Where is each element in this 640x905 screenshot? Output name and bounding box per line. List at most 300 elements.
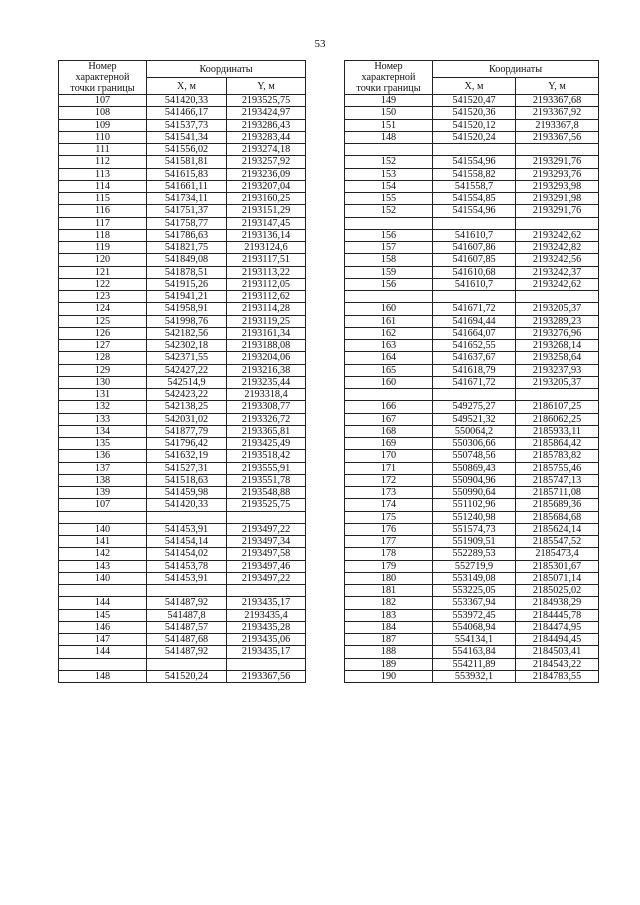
point-number-cell: 149 [345,95,433,107]
y-coordinate-cell: 2193257,92 [227,156,306,168]
y-coordinate-cell: 2193497,34 [227,536,306,548]
x-coordinate-cell: 552719,9 [433,560,516,572]
y-coordinate-cell: 2193216,38 [227,364,306,376]
table-row [345,327,599,339]
table-row [59,560,306,572]
y-coordinate-cell: 2193367,8 [516,119,599,131]
y-coordinate-cell: 2193114,28 [227,303,306,315]
point-number-cell: 162 [345,327,433,339]
point-number-cell: 135 [59,438,147,450]
x-coordinate-cell: 549521,32 [433,413,516,425]
y-coordinate-cell: 2193283,44 [227,131,306,143]
point-number-cell: 108 [59,107,147,119]
table-row [59,156,306,168]
point-number-cell: 170 [345,450,433,462]
y-coordinate-cell: 2193151,29 [227,205,306,217]
point-number-cell: 154 [345,180,433,192]
point-number-header: Номер характерной точки границы [345,61,433,95]
y-coordinate-cell: 2184474,95 [516,621,599,633]
x-coordinate-cell: 550904,96 [433,474,516,486]
table-row [345,548,599,560]
y-coordinate-cell: 2193242,62 [516,229,599,241]
point-number-cell: 107 [59,499,147,511]
point-number-cell: 152 [345,205,433,217]
point-number-cell: 187 [345,634,433,646]
y-coordinate-cell: 2193367,92 [516,107,599,119]
x-coordinate-cell: 542423,22 [147,389,227,401]
y-coordinate-cell: 2193365,81 [227,425,306,437]
table-row [345,156,599,168]
point-number-cell: 122 [59,278,147,290]
table-row [59,217,306,229]
point-number-cell: 156 [345,229,433,241]
point-number-cell: 167 [345,413,433,425]
table-row [345,242,599,254]
y-coordinate-cell: 2193308,77 [227,401,306,413]
y-coordinate-cell [516,291,599,303]
y-coordinate-cell: 2193268,14 [516,340,599,352]
y-coordinate-cell: 2184445,78 [516,609,599,621]
y-coordinate-cell: 2186107,25 [516,401,599,413]
table-row [345,340,599,352]
y-header: Y, м [516,78,599,95]
table-row [59,193,306,205]
point-number-cell: 148 [345,131,433,143]
point-number-cell: 129 [59,364,147,376]
x-coordinate-cell: 541541,34 [147,131,227,143]
point-number-cell: 179 [345,560,433,572]
y-coordinate-cell: 2184494,45 [516,634,599,646]
y-coordinate-cell [516,144,599,156]
x-coordinate-cell: 541607,86 [433,242,516,254]
point-number-cell: 153 [345,168,433,180]
y-coordinate-cell: 2193207,04 [227,180,306,192]
table-row [59,670,306,682]
y-header: Y, м [227,78,306,95]
x-coordinate-cell: 541941,21 [147,291,227,303]
x-coordinate-cell: 551102,96 [433,499,516,511]
table-row [59,95,306,107]
table-row [345,205,599,217]
x-coordinate-cell: 542138,25 [147,401,227,413]
table-row [345,107,599,119]
table-row [59,340,306,352]
coordinates-header: Координаты [147,61,306,78]
x-coordinate-cell: 541632,19 [147,450,227,462]
table-row [345,658,599,670]
x-coordinate-cell: 541915,26 [147,278,227,290]
point-number-cell: 109 [59,119,147,131]
y-coordinate-cell: 2193242,82 [516,242,599,254]
point-number-cell: 134 [59,425,147,437]
point-number-cell: 141 [59,536,147,548]
x-coordinate-cell: 541958,91 [147,303,227,315]
x-coordinate-cell: 541786,63 [147,229,227,241]
point-number-cell: 181 [345,585,433,597]
point-number-cell: 133 [59,413,147,425]
table-row [59,119,306,131]
y-coordinate-cell: 2193518,42 [227,450,306,462]
x-coordinate-cell: 541581,81 [147,156,227,168]
x-coordinate-cell: 541520,47 [433,95,516,107]
table-row [59,646,306,658]
table-row [59,107,306,119]
x-coordinate-cell: 541610,7 [433,229,516,241]
x-coordinate-cell: 541554,96 [433,205,516,217]
table-row [59,609,306,621]
point-number-cell: 126 [59,327,147,339]
y-coordinate-cell: 2185624,14 [516,523,599,535]
y-coordinate-cell: 2193435,17 [227,597,306,609]
x-coordinate-cell: 541758,77 [147,217,227,229]
x-coordinate-cell: 541652,55 [433,340,516,352]
point-number-cell: 115 [59,193,147,205]
x-coordinate-cell: 541849,08 [147,254,227,266]
y-coordinate-cell: 2193242,62 [516,278,599,290]
x-coordinate-cell: 541610,68 [433,266,516,278]
x-coordinate-cell [433,217,516,229]
table-row [345,536,599,548]
table-row [345,254,599,266]
point-number-cell: 143 [59,560,147,572]
y-coordinate-cell: 2193291,76 [516,205,599,217]
y-coordinate-cell [227,585,306,597]
x-coordinate-cell: 541558,82 [433,168,516,180]
y-coordinate-cell: 2193425,49 [227,438,306,450]
table-row [59,499,306,511]
table-row [59,658,306,670]
y-coordinate-cell: 2193136,14 [227,229,306,241]
table-row [345,315,599,327]
x-coordinate-cell: 541615,83 [147,168,227,180]
x-coordinate-cell: 541618,79 [433,364,516,376]
point-number-cell: 107 [59,95,147,107]
table-row [59,548,306,560]
table-row [59,511,306,523]
y-coordinate-cell: 2193124,6 [227,242,306,254]
table-row [345,180,599,192]
table-row [59,474,306,486]
point-number-cell: 123 [59,291,147,303]
table-row [345,523,599,535]
x-coordinate-cell: 541527,31 [147,462,227,474]
point-number-cell: 130 [59,376,147,388]
table-row [345,266,599,278]
x-coordinate-cell [147,511,227,523]
y-coordinate-cell [516,217,599,229]
y-coordinate-cell: 2193112,05 [227,278,306,290]
table-row [59,303,306,315]
x-coordinate-cell: 541453,91 [147,572,227,584]
table-row [345,670,599,682]
y-coordinate-cell: 2193113,22 [227,266,306,278]
table-row [345,389,599,401]
x-coordinate-cell: 549275,27 [433,401,516,413]
table-row [59,425,306,437]
x-coordinate-cell [433,144,516,156]
y-coordinate-cell: 2185071,14 [516,572,599,584]
point-number-cell: 131 [59,389,147,401]
table-row [59,413,306,425]
x-coordinate-cell: 541459,98 [147,487,227,499]
point-number-cell: 120 [59,254,147,266]
x-coordinate-cell: 541454,14 [147,536,227,548]
x-coordinate-cell [433,291,516,303]
point-number-cell: 142 [59,548,147,560]
x-coordinate-cell: 550990,64 [433,487,516,499]
y-coordinate-cell: 2193112,62 [227,291,306,303]
point-number-cell: 138 [59,474,147,486]
x-coordinate-cell: 550869,43 [433,462,516,474]
table-row [345,634,599,646]
y-coordinate-cell: 2185711,08 [516,487,599,499]
y-coordinate-cell: 2193160,25 [227,193,306,205]
table-row [345,229,599,241]
x-coordinate-cell: 541420,33 [147,499,227,511]
y-coordinate-cell: 2184543,22 [516,658,599,670]
x-coordinate-cell: 541420,33 [147,95,227,107]
point-number-cell: 148 [59,670,147,682]
x-coordinate-cell: 541558,7 [433,180,516,192]
table-row [345,278,599,290]
x-coordinate-cell: 541453,91 [147,523,227,535]
y-coordinate-cell: 2185755,46 [516,462,599,474]
point-number-cell: 140 [59,523,147,535]
x-coordinate-cell: 550748,56 [433,450,516,462]
x-coordinate-cell: 553367,94 [433,597,516,609]
x-coordinate-cell: 542427,22 [147,364,227,376]
point-number-cell [345,217,433,229]
coordinates-header: Координаты [433,61,599,78]
y-coordinate-cell: 2184503,41 [516,646,599,658]
point-number-cell: 160 [345,376,433,388]
y-coordinate-cell: 2193205,37 [516,376,599,388]
x-coordinate-cell: 541537,73 [147,119,227,131]
table-row [59,131,306,143]
y-coordinate-cell: 2193236,09 [227,168,306,180]
coordinates-table-right [344,60,599,683]
point-number-cell: 161 [345,315,433,327]
table-row [59,462,306,474]
point-number-cell [59,585,147,597]
table-row [345,572,599,584]
point-number-cell: 171 [345,462,433,474]
x-coordinate-cell: 542182,56 [147,327,227,339]
point-number-cell: 145 [59,609,147,621]
x-coordinate-cell: 553149,08 [433,572,516,584]
x-coordinate-cell: 541878,51 [147,266,227,278]
y-coordinate-cell: 2185301,67 [516,560,599,572]
point-number-cell: 165 [345,364,433,376]
point-number-cell [59,658,147,670]
y-coordinate-cell: 2193435,28 [227,621,306,633]
point-number-cell: 188 [345,646,433,658]
table-row [59,168,306,180]
point-number-cell: 174 [345,499,433,511]
point-number-cell [59,511,147,523]
x-coordinate-cell: 541520,24 [433,131,516,143]
point-number-cell: 144 [59,597,147,609]
table-row [345,193,599,205]
table-row [59,438,306,450]
table-row [59,144,306,156]
point-number-cell: 150 [345,107,433,119]
table-row [59,487,306,499]
table-row [345,474,599,486]
y-coordinate-cell: 2193497,22 [227,523,306,535]
point-number-cell: 190 [345,670,433,682]
y-coordinate-cell: 2193525,75 [227,499,306,511]
table-row [345,425,599,437]
y-coordinate-cell: 2185747,13 [516,474,599,486]
x-coordinate-cell: 541734,11 [147,193,227,205]
x-header: X, м [433,78,516,95]
y-coordinate-cell: 2193289,23 [516,315,599,327]
point-number-cell: 144 [59,646,147,658]
point-number-cell: 184 [345,621,433,633]
point-number-cell [345,144,433,156]
point-number-header: Номер характерной точки границы [59,61,147,95]
y-coordinate-cell: 2185025,02 [516,585,599,597]
x-coordinate-cell: 541607,85 [433,254,516,266]
y-coordinate-cell: 2193497,58 [227,548,306,560]
point-number-cell: 152 [345,156,433,168]
y-coordinate-cell: 2193555,91 [227,462,306,474]
x-coordinate-cell: 541520,24 [147,670,227,682]
y-coordinate-cell: 2193242,37 [516,266,599,278]
point-number-cell [345,389,433,401]
x-coordinate-cell: 542302,18 [147,340,227,352]
x-coordinate-cell: 541487,57 [147,621,227,633]
table-row [345,597,599,609]
table-row [59,389,306,401]
y-coordinate-cell: 2185684,68 [516,511,599,523]
point-number-cell: 168 [345,425,433,437]
y-coordinate-cell: 2193548,88 [227,487,306,499]
y-coordinate-cell: 2193276,96 [516,327,599,339]
point-number-cell: 189 [345,658,433,670]
y-coordinate-cell: 2185864,42 [516,438,599,450]
point-number-cell: 160 [345,303,433,315]
x-coordinate-cell: 553225,05 [433,585,516,597]
point-number-cell: 111 [59,144,147,156]
x-coordinate-cell [433,389,516,401]
y-coordinate-cell: 2193326,72 [227,413,306,425]
y-coordinate-cell: 2193147,45 [227,217,306,229]
table-row [345,560,599,572]
y-coordinate-cell: 2193367,68 [516,95,599,107]
table-row [59,229,306,241]
x-coordinate-cell: 551240,98 [433,511,516,523]
point-number-cell: 172 [345,474,433,486]
y-coordinate-cell: 2185473,4 [516,548,599,560]
x-coordinate-cell: 541556,02 [147,144,227,156]
y-coordinate-cell: 2193291,76 [516,156,599,168]
x-coordinate-cell: 541487,92 [147,597,227,609]
table-row [59,536,306,548]
x-coordinate-cell: 541671,72 [433,303,516,315]
point-number-cell: 175 [345,511,433,523]
point-number-cell: 156 [345,278,433,290]
table-row [345,621,599,633]
point-number-cell: 169 [345,438,433,450]
x-coordinate-cell: 542514,9 [147,376,227,388]
y-coordinate-cell: 2193318,4 [227,389,306,401]
y-coordinate-cell: 2185933,11 [516,425,599,437]
point-number-cell: 176 [345,523,433,535]
table-row [345,376,599,388]
table-row [59,585,306,597]
table-row [345,119,599,131]
y-coordinate-cell: 2193119,25 [227,315,306,327]
table-row [345,438,599,450]
x-coordinate-cell: 551909,51 [433,536,516,548]
point-number-cell: 137 [59,462,147,474]
point-number-cell: 118 [59,229,147,241]
table-row [59,376,306,388]
table-row [345,291,599,303]
table-row [59,352,306,364]
y-coordinate-cell: 2193291,98 [516,193,599,205]
y-coordinate-cell: 2193204,06 [227,352,306,364]
x-coordinate-cell: 552289,53 [433,548,516,560]
y-coordinate-cell: 2193293,76 [516,168,599,180]
table-row [345,450,599,462]
table-row [59,278,306,290]
table-row [59,180,306,192]
point-number-cell: 121 [59,266,147,278]
table-row [59,291,306,303]
y-coordinate-cell [227,658,306,670]
y-coordinate-cell: 2193235,44 [227,376,306,388]
y-coordinate-cell: 2193205,37 [516,303,599,315]
point-number-cell: 125 [59,315,147,327]
y-coordinate-cell: 2185547,52 [516,536,599,548]
y-coordinate-cell [227,511,306,523]
x-coordinate-cell: 541520,36 [433,107,516,119]
table-row [59,450,306,462]
table-row [345,352,599,364]
page-number: 53 [314,38,326,50]
table-row [59,572,306,584]
y-coordinate-cell: 2193188,08 [227,340,306,352]
x-coordinate-cell: 542031,02 [147,413,227,425]
x-header: X, м [147,78,227,95]
y-coordinate-cell: 2184938,29 [516,597,599,609]
x-coordinate-cell: 541637,67 [433,352,516,364]
point-number-cell: 140 [59,572,147,584]
table-row [59,254,306,266]
x-coordinate-cell: 541520,12 [433,119,516,131]
point-number-cell: 124 [59,303,147,315]
point-number-cell [345,291,433,303]
point-number-cell: 113 [59,168,147,180]
x-coordinate-cell: 541466,17 [147,107,227,119]
x-coordinate-cell: 541554,96 [433,156,516,168]
y-coordinate-cell: 2193435,4 [227,609,306,621]
point-number-cell: 128 [59,352,147,364]
point-number-cell: 157 [345,242,433,254]
point-number-cell: 127 [59,340,147,352]
y-coordinate-cell: 2193161,34 [227,327,306,339]
y-coordinate-cell: 2184783,55 [516,670,599,682]
x-coordinate-cell: 541671,72 [433,376,516,388]
y-coordinate-cell: 2186062,25 [516,413,599,425]
table-row [345,462,599,474]
x-coordinate-cell: 554211,89 [433,658,516,670]
point-number-cell: 119 [59,242,147,254]
table-row [345,144,599,156]
